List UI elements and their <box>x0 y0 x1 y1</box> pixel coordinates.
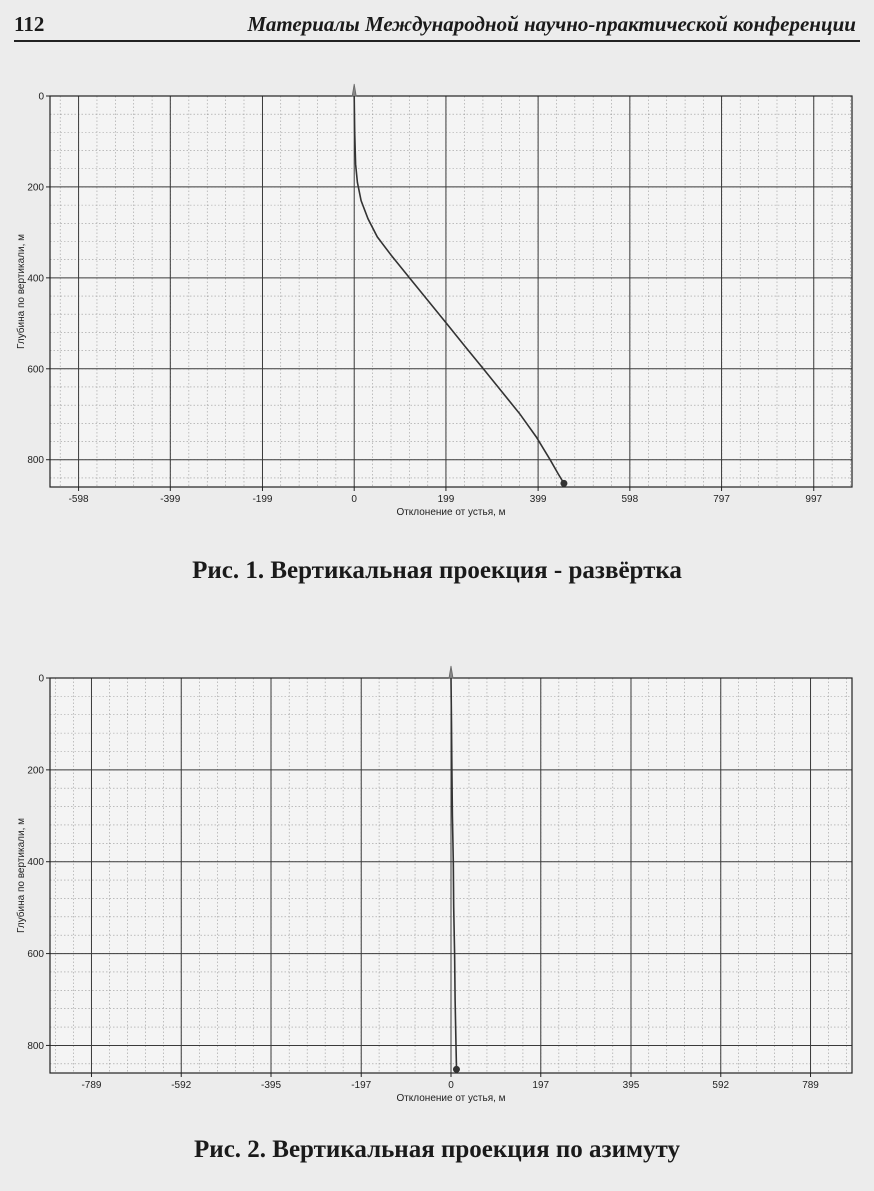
y-tick-label: 0 <box>38 91 44 103</box>
y-axis-title: Глубина по вертикали, м <box>16 817 27 934</box>
x-tick-label: 399 <box>529 494 547 505</box>
y-tick-label: 600 <box>27 364 44 376</box>
x-axis-title: Отклонение от устья, м <box>396 507 506 518</box>
page-number: 112 <box>14 12 45 36</box>
x-tick-label: 598 <box>621 494 639 505</box>
x-tick-label: 997 <box>805 494 823 505</box>
x-tick-label: 592 <box>712 1080 730 1091</box>
x-tick-label: 197 <box>532 1080 550 1091</box>
figure-1-caption: Рис. 1. Вертикальная проекция - развёртка <box>192 557 682 584</box>
x-tick-label: 395 <box>622 1080 640 1091</box>
x-tick-label: 789 <box>802 1080 819 1091</box>
y-tick-label: 200 <box>27 182 44 194</box>
x-tick-label: 0 <box>351 494 357 505</box>
y-tick-label: 600 <box>27 949 44 961</box>
x-axis-title: Отклонение от устья, м <box>396 1093 506 1104</box>
x-tick-label: -199 <box>252 494 273 505</box>
y-tick-label: 800 <box>27 1040 44 1052</box>
x-tick-label: -592 <box>171 1080 192 1091</box>
chart-vertical-projection-unfold <box>0 80 874 540</box>
wellhead-marker <box>449 666 453 678</box>
y-tick-label: 800 <box>27 455 44 467</box>
bottomhole-marker <box>453 1066 460 1073</box>
x-tick-label: -197 <box>351 1080 372 1091</box>
chart-vertical-projection-azimuth <box>0 662 874 1112</box>
wellhead-marker <box>352 84 356 96</box>
x-tick-label: -395 <box>260 1080 282 1091</box>
y-tick-label: 400 <box>27 273 44 285</box>
y-tick-label: 0 <box>38 673 44 685</box>
figure-2-caption: Рис. 2. Вертикальная проекция по азимуту <box>194 1136 680 1163</box>
y-tick-label: 400 <box>27 857 44 869</box>
running-title: Материалы Международной научно-практической конференции <box>247 12 856 36</box>
x-tick-label: -789 <box>81 1080 102 1091</box>
x-tick-label: 199 <box>437 494 455 505</box>
bottomhole-marker <box>560 480 567 487</box>
x-tick-label: 797 <box>713 494 730 505</box>
x-tick-label: -598 <box>68 494 89 505</box>
x-tick-label: -399 <box>160 494 181 505</box>
page-header <box>14 10 860 42</box>
y-tick-label: 200 <box>27 765 44 777</box>
x-tick-label: 0 <box>448 1080 454 1091</box>
y-axis-title: Глубина по вертикали, м <box>16 233 27 350</box>
